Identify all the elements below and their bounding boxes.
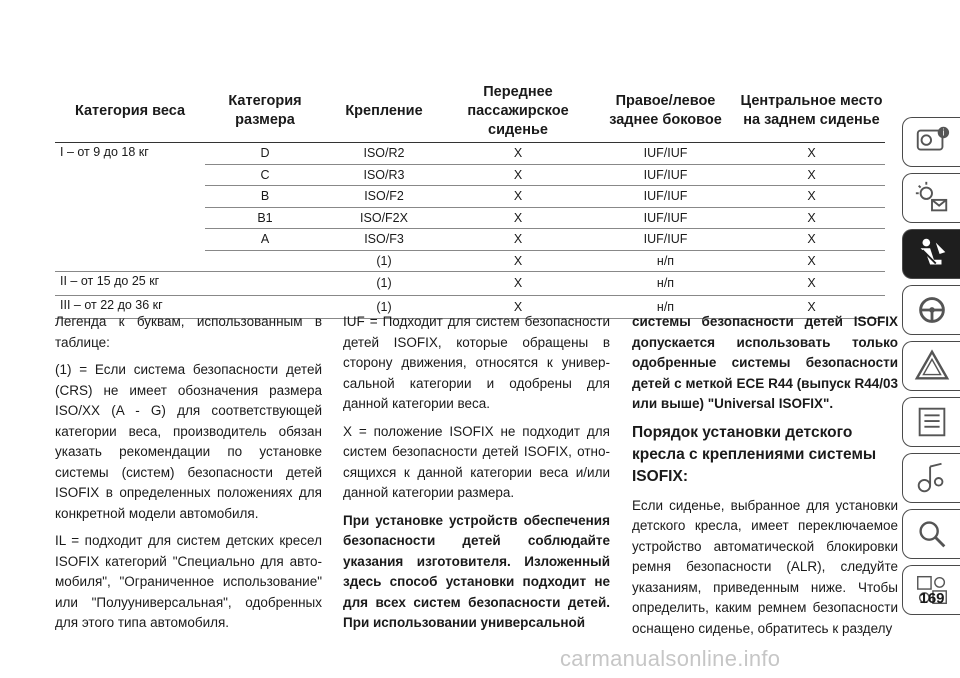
text-column-3: [632, 312, 898, 646]
table-cell: B1: [205, 207, 325, 229]
tab-emergency[interactable]: [902, 341, 960, 391]
legend-note-iuf: IUF = Подходит для систем безопасности детей ISOFIX, которые обращены в сторону движения, относятся к универ-сальной категории и одобрены для данной категории веса.: [343, 314, 610, 411]
table-cell: X: [738, 143, 885, 165]
table-cell: X: [738, 229, 885, 251]
table-cell: н/п: [593, 250, 738, 272]
table-cell: (1): [325, 272, 443, 296]
warning-text: При установке устройств обеспечения безопасности детей соблюдайте указания изготовителя. Изложенный здесь способ установки подходит не для всех систем безопасности детей. При использовании универсальной: [343, 512, 610, 630]
table-cell: ISO/F2: [325, 186, 443, 208]
warning-lights-icon: [913, 179, 951, 217]
table-cell: (1): [325, 295, 443, 319]
table-cell: D: [205, 143, 325, 165]
chapter-tabs: [902, 117, 960, 621]
section-heading: Порядок установки детского кресла с креплениями системы ISOFIX:: [632, 423, 877, 485]
table-cell: н/п: [593, 295, 738, 319]
table-cell: IUF/IUF: [593, 229, 738, 251]
table-cell: X: [443, 250, 593, 272]
tab-starting-driving[interactable]: [902, 285, 960, 335]
legend-note-1: (1) = Если система безопасности детей (CRS) не имеет обозначения размера ISO/XX (A - G) для соответствующей категории веса, производитель обязан указать рекомендации по установке системы (систем) безопасности детей ISOFIX в определенных положениях для конкретной модели автомобиля.: [55, 362, 322, 521]
table-cell: X: [443, 143, 593, 165]
table-cell: X: [443, 186, 593, 208]
starting-driving-icon: [913, 291, 951, 329]
tab-safety[interactable]: [902, 229, 960, 279]
table-cell: X: [443, 229, 593, 251]
isofix-compatibility-table: [55, 80, 885, 319]
table-cell: X: [738, 207, 885, 229]
warning-text-continued: системы безопасности детей ISOFIX допускается использовать только одобренные системы безопасности детей с меткой ECE R44 (выпуск R44/03 или выше) "Universal ISOFIX".: [632, 314, 898, 411]
tab-dashboard[interactable]: [902, 117, 960, 167]
header-weight-category: Категория веса: [55, 80, 205, 143]
table-cell: ISO/F2X: [325, 207, 443, 229]
text-column-2: [343, 312, 610, 641]
table-cell: X: [443, 207, 593, 229]
table-cell: IUF/IUF: [593, 186, 738, 208]
legend-note-il: IL = подходит для систем детских кресел ISOFIX категорий "Специально для авто-мобиля", "Ограниченное использование" или "Полууниверсальная", одобренных для этого типа автомобиля.: [55, 533, 322, 630]
table-cell: X: [443, 295, 593, 319]
table-cell: X: [738, 164, 885, 186]
installation-paragraph: Если сиденье, выбранное для установки детского кресла, имеет переключаемое устройство автоматической блокировки ремня безопасности (ALR), следуйте указаниям, приведенным ниже. Чтобы определить, каким ремнем безопасности оснащено сиденье, обратитесь к разделу: [632, 497, 898, 636]
table-cell: X: [738, 186, 885, 208]
maintenance-list-icon: [913, 403, 951, 441]
svg-text:i: i: [941, 128, 945, 139]
table-cell: IUF/IUF: [593, 143, 738, 165]
page-number: 169: [919, 590, 945, 607]
tab-multimedia[interactable]: [902, 453, 960, 503]
table-row: [55, 272, 885, 296]
table-header-row: [55, 80, 885, 143]
table-cell: ISO/R3: [325, 164, 443, 186]
multimedia-icon: [913, 459, 951, 497]
table-cell: IUF/IUF: [593, 207, 738, 229]
tab-maintenance[interactable]: [902, 397, 960, 447]
search-index-icon: [913, 515, 951, 553]
legend-intro: Легенда к буквам, использованным в таблице:: [55, 314, 322, 350]
safety-seat-icon: [913, 235, 951, 273]
tab-index[interactable]: [902, 509, 960, 559]
table-cell: IUF/IUF: [593, 164, 738, 186]
header-rear-outboard: Правое/левое заднее боковое: [593, 80, 738, 143]
text-column-1: [55, 312, 322, 641]
dashboard-gauge-icon: [913, 123, 951, 161]
table-cell: B: [205, 186, 325, 208]
legend-note-x: X = положение ISOFIX не подходит для систем безопасности детей ISOFIX, отно-сящихся к данной категории веса и/или данной категории размера.: [343, 423, 610, 500]
table-cell: C: [205, 164, 325, 186]
table-cell: (1): [325, 250, 443, 272]
table-cell: ISO/F3: [325, 229, 443, 251]
tab-warning-lights[interactable]: [902, 173, 960, 223]
watermark: carmanualsonline.info: [560, 646, 781, 671]
table-cell: X: [443, 272, 593, 296]
table-cell: ISO/R2: [325, 143, 443, 165]
table-cell: X: [443, 164, 593, 186]
table-cell: [205, 272, 325, 296]
header-size-category: Категория размера: [205, 80, 325, 143]
weight-group-3: III – от 22 до 36 кг: [55, 295, 205, 319]
table-cell: X: [738, 272, 885, 296]
table-cell: X: [738, 295, 885, 319]
table-cell: [205, 250, 325, 272]
weight-group-2: II – от 15 до 25 кг: [55, 272, 205, 296]
table-cell: н/п: [593, 272, 738, 296]
table-row: [55, 143, 885, 165]
header-fixture: Крепление: [325, 80, 443, 143]
weight-group-1: I – от 9 до 18 кг: [55, 143, 205, 272]
header-rear-center: Центральное место на заднем сиденье: [738, 80, 885, 143]
header-front-passenger: Переднее пассажирское сиденье: [443, 80, 593, 143]
table-cell: A: [205, 229, 325, 251]
table-cell: X: [738, 250, 885, 272]
emergency-triangle-icon: [913, 347, 951, 385]
